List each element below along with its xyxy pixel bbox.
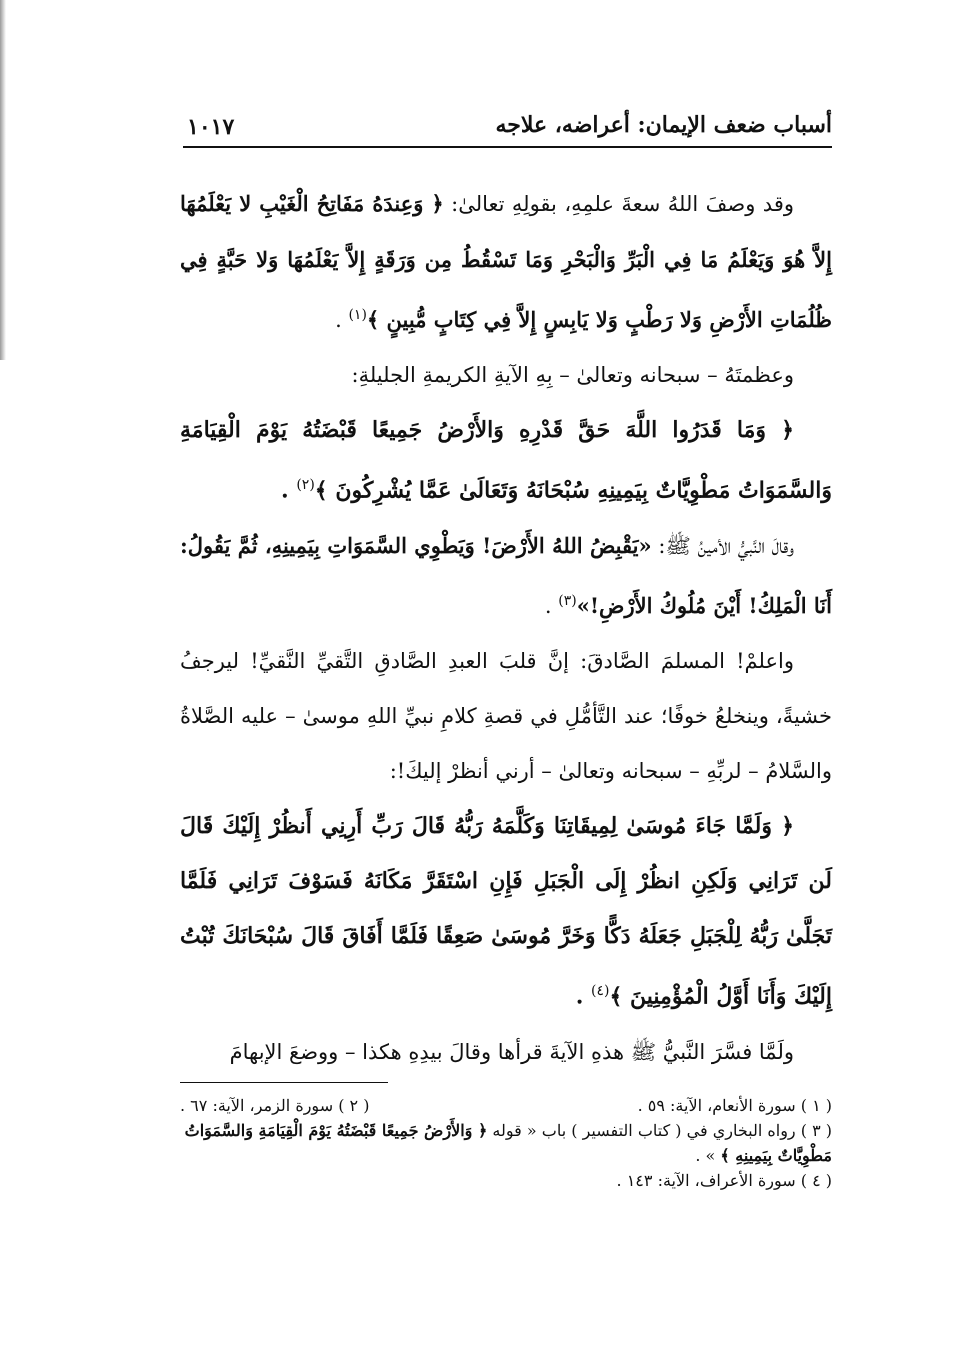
paragraph-tail: . xyxy=(575,983,592,1010)
footnote-ref: (٤) xyxy=(591,983,610,1000)
paragraph-lead: وقد وصفَ اللهُ سعةَ علمِهِ، بقولِهِ تعالىٰ: xyxy=(443,192,794,216)
footnote-2: ( ٢ ) سورة الزمر، الآية: ٦٧ . xyxy=(180,1096,370,1115)
quran-verse: ﴿ وَمَا قَدَرُوا اللَّهَ حَقَّ قَدْرِهِ وَالأَرْضُ جَمِيعًا قَبْضَتُهُ يَوْمَ الْقِيَامَةِ وَالسَّمَوَاتُ مَطْوِيَّاتٌ بِيَمِينِهِ سُبْحَانَهُ وَتَعَالَىٰ عَمَّا يُشْرِكُونَ ﴾ xyxy=(180,417,832,504)
footnote-4: ( ٤ ) سورة الأعراف، الآية: ١٤٣ . xyxy=(616,1171,832,1190)
footnotes xyxy=(180,1093,832,1193)
footnote-separator xyxy=(180,1082,388,1083)
paragraph-4 xyxy=(180,518,832,634)
page-number: ١٠١٧ xyxy=(187,114,235,140)
hadith-quote: «يَقْبِضُ اللهُ الأَرْضَ! وَيَطْوِي السَّمَوَاتِ بِيَمِينِهِ، ثُمَّ يَقُولُ: أَنَا الْمَلِكُ! أَيْنَ مُلُوكُ الأَرْضِ!» xyxy=(180,533,832,619)
footnote-1: ( ١ ) سورة الأنعام، الآية: ٥٩ . xyxy=(637,1096,832,1115)
footnote-ref: (٢) xyxy=(296,477,315,493)
quran-verse: ﴿ وَلَمَّا جَاءَ مُوسَىٰ لِمِيقَاتِنَا وَكَلَّمَهُ رَبُّهُ قَالَ رَبِّ أَرِنِي أَنظُرْ إِلَيْكَ قَالَ لَن تَرَانِي وَلَكِنِ انظُرْ إِلَى الْجَبَلِ فَإِنِ اسْتَقَرَّ مَكَانَهُ فَسَوْفَ تَرَانِي فَلَمَّا تَجَلَّىٰ رَبُّهُ لِلْجَبَلِ جَعَلَهُ دَكًّا وَخَرَّ مُوسَىٰ صَعِقًا فَلَمَّا أَفَاقَ قَالَ سُبْحَانَكَ تُبْتُ إِلَيْكَ وَأَنَا أَوَّلُ الْمُؤْمِنِينَ ﴾ xyxy=(180,813,832,1010)
paragraph-tail: . xyxy=(335,308,349,332)
footnote-row xyxy=(180,1093,832,1118)
paragraph-tail: . xyxy=(281,477,297,504)
paragraph-5: واعلمْ! المسلمَ الصَّادقَ: إنَّ قلبَ العبدِ الصَّادقِ التَّقيِّ النَّقيِّ! ليرجفُ خشيةً، وينخلعُ خوفًا؛ عند التَّأمُّلِ في قصةِ كلامِ نبيِّ اللهِ موسىٰ – عليه الصَّلاةُ والسَّلامُ – لربِّهِ – سبحانه وتعالىٰ – أرني أنظرْ إليكَ!: xyxy=(180,649,832,784)
header-title: أسباب ضعف الإيمان: أعراضه، علاجه xyxy=(495,112,832,138)
page-edge-shadow xyxy=(0,0,6,360)
running-header xyxy=(183,112,832,148)
paragraph-tail: . xyxy=(544,594,559,619)
footnote-3-lead: ( ٣ ) رواه البخاري في ( كتاب التفسير ) باب « قوله xyxy=(487,1121,832,1140)
footnote-3-verse: ﴿ وَالأَرْضُ جَمِيعًا قَبْضَتُهُ يَوْمَ الْقِيَامَةِ وَالسَّمَوَاتُ مَطْوِيَّاتٌ بِيَمِينِهِ ﴾ xyxy=(184,1121,832,1165)
footnote-ref: (١) xyxy=(348,307,367,323)
paragraph-lead: وقالَ النَّبيُّ الأمينُ ﷺ: xyxy=(651,534,795,559)
paragraph-3 xyxy=(180,403,832,518)
footnote-ref: (٣) xyxy=(558,593,577,610)
footnote-3 xyxy=(180,1118,832,1168)
paragraph-2: وعظمتَهُ – سبحانه وتعالىٰ – بِهِ الآيةِ الكريمةِ الجليلةِ: xyxy=(351,363,794,387)
paragraph-1 xyxy=(180,176,832,348)
quran-verse: ﴿ وَعِندَهُ مَفَاتِحُ الْغَيْبِ لا يَعْلَمُهَا إِلاَّ هُوَ وَيَعْلَمُ مَا فِي الْبَرِّ وَالْبَحْرِ وَمَا تَسْقُطُ مِن وَرَقَةٍ إِلاَّ يَعْلَمُهَا وَلا حَبَّةٍ فِي ظُلُمَاتِ الأَرْضِ وَلا رَطْبٍ وَلا يَابِسٍ إِلاَّ فِي كِتَابٍ مُّبِينٍ ﴾ xyxy=(180,191,832,332)
main-text xyxy=(180,176,832,1080)
paragraph-6 xyxy=(180,799,832,1024)
footnote-3-tail: » . xyxy=(695,1146,721,1165)
paragraph-7: ولَمَّا فسَّرَ النَّبيُّ ﷺ هذهِ الآيةَ قرأها وقالَ بيدِهِ هكذا – ووضعَ الإبهامَ xyxy=(229,1039,794,1064)
